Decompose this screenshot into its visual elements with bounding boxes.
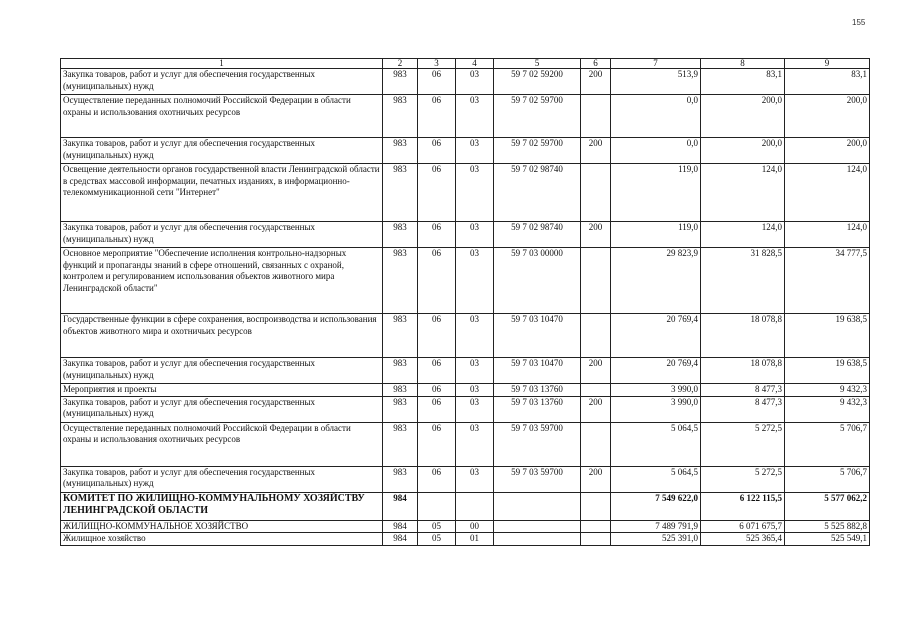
cell-amount-col7: 7 489 791,9 [611,520,701,533]
cell-expense-type [581,164,611,222]
cell-section: 06 [418,314,456,358]
cell-target-article: 59 7 03 00000 [494,248,581,314]
table-row [61,314,870,358]
cell-amount-col7: 7 549 622,0 [611,492,701,520]
cell-subsection: 03 [456,396,494,422]
cell-amount-col9: 124,0 [785,222,870,248]
column-header: 1 [61,59,383,69]
table-row [61,520,870,533]
cell-amount-col7: 0,0 [611,95,701,138]
cell-amount-col8: 525 365,4 [701,533,785,546]
cell-amount-col9: 19 638,5 [785,358,870,384]
budget-table [60,58,870,546]
cell-amount-col9: 525 549,1 [785,533,870,546]
column-header: 2 [383,59,418,69]
row-name: ЖИЛИЩНО-КОММУНАЛЬНОЕ ХОЗЯЙСТВО [61,520,383,533]
cell-target-article [494,520,581,533]
table-row [61,422,870,466]
table-row [61,358,870,384]
cell-target-article: 59 7 03 59700 [494,422,581,466]
cell-amount-col8: 5 272,5 [701,422,785,466]
cell-subsection: 00 [456,520,494,533]
cell-target-article: 59 7 03 10470 [494,314,581,358]
table-row [61,69,870,95]
cell-subsection: 03 [456,222,494,248]
cell-amount-col7: 20 769,4 [611,314,701,358]
column-header: 3 [418,59,456,69]
cell-amount-col8: 5 272,5 [701,466,785,492]
cell-section: 06 [418,164,456,222]
cell-subsection [456,492,494,520]
cell-section: 06 [418,466,456,492]
cell-subsection: 03 [456,69,494,95]
row-name: Осуществление переданных полномочий Российской Федерации в области охраны и использования охотничьих ресурсов [61,95,383,138]
cell-section [418,492,456,520]
table-row [61,396,870,422]
cell-subsection: 03 [456,314,494,358]
cell-target-article: 59 7 03 59700 [494,466,581,492]
column-header: 4 [456,59,494,69]
cell-expense-type [581,533,611,546]
table-header-row [61,59,870,69]
cell-target-article: 59 7 02 59200 [494,69,581,95]
row-name: Осуществление переданных полномочий Российской Федерации в области охраны и использования охотничьих ресурсов [61,422,383,466]
cell-amount-col7: 119,0 [611,222,701,248]
table-row [61,248,870,314]
cell-section: 06 [418,396,456,422]
cell-amount-col7: 525 391,0 [611,533,701,546]
cell-ministry: 984 [383,492,418,520]
cell-section: 06 [418,95,456,138]
row-name: КОМИТЕТ ПО ЖИЛИЩНО-КОММУНАЛЬНОМУ ХОЗЯЙСТВУ ЛЕНИНГРАДСКОЙ ОБЛАСТИ [61,492,383,520]
cell-amount-col9: 9 432,3 [785,384,870,397]
cell-amount-col9: 83,1 [785,69,870,95]
page-number: 155 [852,18,866,27]
cell-ministry: 983 [383,422,418,466]
cell-target-article: 59 7 03 13760 [494,396,581,422]
cell-subsection: 03 [456,358,494,384]
column-header: 9 [785,59,870,69]
table-row [61,222,870,248]
cell-target-article: 59 7 02 59700 [494,138,581,164]
cell-expense-type [581,384,611,397]
row-name: Мероприятия и проекты [61,384,383,397]
cell-ministry: 983 [383,314,418,358]
cell-ministry: 983 [383,396,418,422]
cell-amount-col9: 5 706,7 [785,466,870,492]
cell-section: 06 [418,222,456,248]
cell-section: 06 [418,138,456,164]
cell-amount-col8: 6 122 115,5 [701,492,785,520]
cell-section: 06 [418,248,456,314]
cell-amount-col9: 200,0 [785,138,870,164]
table-row [61,164,870,222]
cell-ministry: 983 [383,248,418,314]
cell-ministry: 983 [383,222,418,248]
cell-expense-type [581,422,611,466]
cell-amount-col7: 3 990,0 [611,396,701,422]
cell-subsection: 01 [456,533,494,546]
cell-target-article: 59 7 02 59700 [494,95,581,138]
cell-subsection: 03 [456,138,494,164]
cell-amount-col9: 5 706,7 [785,422,870,466]
column-header: 6 [581,59,611,69]
cell-ministry: 983 [383,358,418,384]
cell-amount-col9: 34 777,5 [785,248,870,314]
cell-amount-col7: 0,0 [611,138,701,164]
cell-expense-type: 200 [581,138,611,164]
cell-amount-col9: 9 432,3 [785,396,870,422]
cell-amount-col8: 18 078,8 [701,314,785,358]
cell-ministry: 983 [383,95,418,138]
cell-amount-col8: 124,0 [701,164,785,222]
cell-amount-col7: 3 990,0 [611,384,701,397]
cell-target-article: 59 7 03 10470 [494,358,581,384]
row-name: Освещение деятельности органов государственной власти Ленинградской области в средствах массовой информации, печатных изданиях, в информационно-телекоммуникационной сети "Интернет" [61,164,383,222]
table-row [61,466,870,492]
cell-target-article [494,533,581,546]
cell-section: 06 [418,69,456,95]
column-header: 5 [494,59,581,69]
cell-expense-type: 200 [581,69,611,95]
cell-expense-type: 200 [581,358,611,384]
cell-ministry: 983 [383,466,418,492]
cell-ministry: 983 [383,138,418,164]
cell-amount-col9: 19 638,5 [785,314,870,358]
cell-ministry: 983 [383,164,418,222]
column-header: 8 [701,59,785,69]
cell-subsection: 03 [456,384,494,397]
cell-amount-col9: 200,0 [785,95,870,138]
table-row [61,384,870,397]
cell-subsection: 03 [456,248,494,314]
cell-expense-type [581,520,611,533]
cell-expense-type [581,248,611,314]
column-header: 7 [611,59,701,69]
table-row [61,138,870,164]
cell-amount-col8: 200,0 [701,138,785,164]
cell-target-article: 59 7 03 13760 [494,384,581,397]
cell-amount-col8: 6 071 675,7 [701,520,785,533]
cell-section: 05 [418,533,456,546]
cell-amount-col7: 20 769,4 [611,358,701,384]
cell-amount-col8: 18 078,8 [701,358,785,384]
row-name: Основное мероприятие "Обеспечение исполнения контрольно-надзорных функций и пропаганды знаний в сфере отношений, связанных с охраной, контролем и регулированием использования объектов животного мира Ленинградской области" [61,248,383,314]
cell-amount-col9: 5 525 882,8 [785,520,870,533]
cell-ministry: 983 [383,69,418,95]
cell-expense-type [581,492,611,520]
scan-artifact-divider [0,634,905,636]
row-name: Закупка товаров, работ и услуг для обеспечения государственных (муниципальных) нужд [61,358,383,384]
cell-section: 06 [418,422,456,466]
cell-amount-col8: 83,1 [701,69,785,95]
cell-amount-col8: 8 477,3 [701,396,785,422]
cell-target-article [494,492,581,520]
cell-subsection: 03 [456,422,494,466]
cell-subsection: 03 [456,95,494,138]
cell-amount-col8: 124,0 [701,222,785,248]
row-name: Жилищное хозяйство [61,533,383,546]
cell-amount-col7: 29 823,9 [611,248,701,314]
cell-amount-col7: 5 064,5 [611,466,701,492]
row-name: Закупка товаров, работ и услуг для обеспечения государственных (муниципальных) нужд [61,466,383,492]
cell-ministry: 983 [383,384,418,397]
cell-amount-col9: 124,0 [785,164,870,222]
cell-expense-type [581,95,611,138]
cell-section: 05 [418,520,456,533]
cell-amount-col8: 31 828,5 [701,248,785,314]
cell-ministry: 984 [383,520,418,533]
row-name: Закупка товаров, работ и услуг для обеспечения государственных (муниципальных) нужд [61,222,383,248]
row-name: Закупка товаров, работ и услуг для обеспечения государственных (муниципальных) нужд [61,69,383,95]
cell-amount-col7: 5 064,5 [611,422,701,466]
cell-expense-type: 200 [581,396,611,422]
row-name: Государственные функции в сфере сохранения, воспроизводства и использования объектов животного мира и охотничьих ресурсов [61,314,383,358]
cell-expense-type: 200 [581,466,611,492]
cell-ministry: 984 [383,533,418,546]
row-name: Закупка товаров, работ и услуг для обеспечения государственных (муниципальных) нужд [61,396,383,422]
cell-subsection: 03 [456,164,494,222]
cell-amount-col8: 8 477,3 [701,384,785,397]
cell-expense-type [581,314,611,358]
cell-amount-col9: 5 577 062,2 [785,492,870,520]
cell-target-article: 59 7 02 98740 [494,164,581,222]
cell-section: 06 [418,358,456,384]
cell-section: 06 [418,384,456,397]
cell-amount-col7: 513,9 [611,69,701,95]
cell-subsection: 03 [456,466,494,492]
cell-amount-col8: 200,0 [701,95,785,138]
cell-target-article: 59 7 02 98740 [494,222,581,248]
table-row [61,533,870,546]
cell-expense-type: 200 [581,222,611,248]
table-row [61,95,870,138]
table-row [61,492,870,520]
cell-amount-col7: 119,0 [611,164,701,222]
row-name: Закупка товаров, работ и услуг для обеспечения государственных (муниципальных) нужд [61,138,383,164]
